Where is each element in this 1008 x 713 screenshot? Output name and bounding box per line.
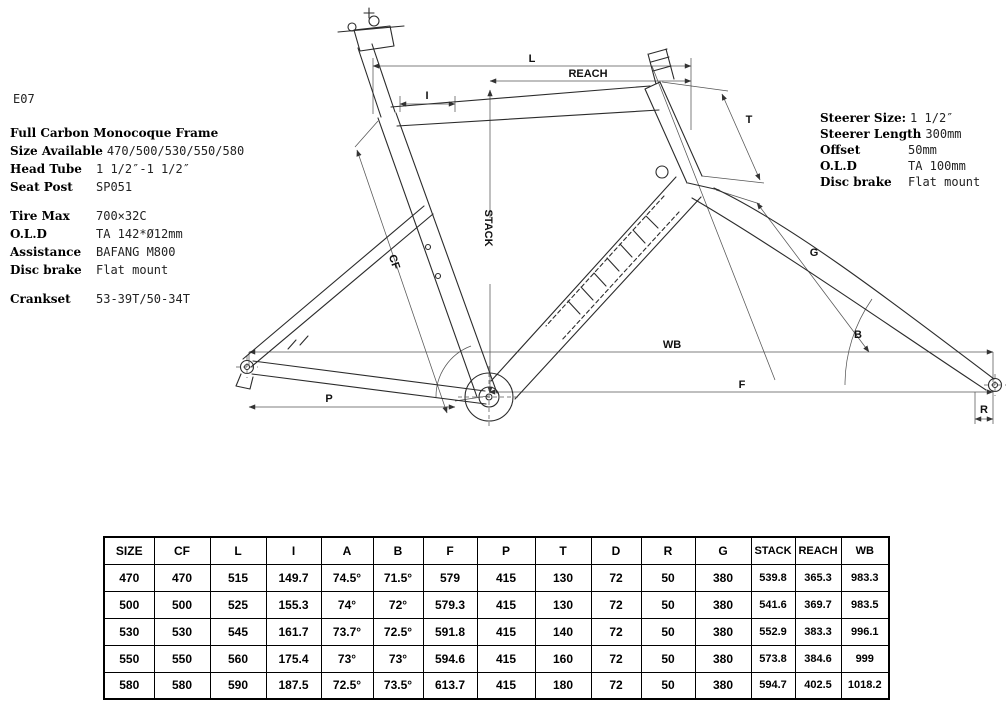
seatpost <box>358 44 395 117</box>
spec-group <box>820 110 1008 190</box>
table-cell: 580 <box>104 672 154 699</box>
table-cell: 50 <box>641 591 695 618</box>
table-cell: 72 <box>591 591 641 618</box>
dim-label-cf: CF <box>385 253 402 271</box>
table-cell: 983.3 <box>841 564 889 591</box>
table-header-t: T <box>535 537 591 564</box>
table-cell: 160 <box>535 645 591 672</box>
fork-spec-list <box>820 110 1008 201</box>
spec-label: Tire Max <box>10 209 70 223</box>
table-cell: 380 <box>695 591 751 618</box>
frame-spec-list <box>10 124 320 319</box>
spec-label: Steerer Length <box>820 127 922 141</box>
chainstay <box>252 361 486 404</box>
table-cell: 613.7 <box>423 672 477 699</box>
table-cell: 541.6 <box>751 591 795 618</box>
dim-label-l: L <box>528 53 536 65</box>
spec-line <box>10 225 320 243</box>
table-cell: 73° <box>321 645 373 672</box>
table-cell: 983.5 <box>841 591 889 618</box>
dim-label-i: I <box>425 90 429 102</box>
dim-label-stack: STACK <box>482 209 494 247</box>
table-cell: 470 <box>154 564 210 591</box>
front-axle-centerline <box>984 374 1006 396</box>
table-cell: 573.8 <box>751 645 795 672</box>
table-cell: 996.1 <box>841 618 889 645</box>
spec-label: Full Carbon Monocoque Frame <box>10 126 219 140</box>
fork-blade <box>714 188 994 379</box>
spec-label: Offset <box>820 143 861 157</box>
head-angle-arc <box>845 299 872 385</box>
table-header-r: R <box>641 537 695 564</box>
table-cell: 72 <box>591 564 641 591</box>
table-cell: 415 <box>477 591 535 618</box>
dim-label-p: P <box>325 393 333 405</box>
dim-label-g: G <box>809 247 819 259</box>
spec-value: 53-39T/50-34T <box>96 292 190 306</box>
table-cell: 415 <box>477 618 535 645</box>
table-cell: 140 <box>535 618 591 645</box>
table-cell: 74.5° <box>321 564 373 591</box>
table-cell: 594.7 <box>751 672 795 699</box>
table-cell: 72.5° <box>373 618 423 645</box>
spec-label: Size Available <box>10 144 103 158</box>
table-cell: 530 <box>104 618 154 645</box>
spec-group <box>10 124 320 196</box>
table-cell: 72 <box>591 618 641 645</box>
bottle-boss <box>426 245 431 250</box>
spec-value: 700×32C <box>96 209 147 223</box>
dim-line-t <box>722 94 760 180</box>
spec-line <box>10 160 320 178</box>
table-cell: 539.8 <box>751 564 795 591</box>
spec-label: O.L.D <box>10 227 47 241</box>
spec-line <box>10 124 320 142</box>
dim-line-cf <box>357 150 447 413</box>
down-tube <box>491 177 701 399</box>
spec-line <box>10 142 320 160</box>
table-cell: 73° <box>373 645 423 672</box>
fork-crown <box>688 183 719 190</box>
spec-label: Head Tube <box>10 162 82 176</box>
spec-label: Disc brake <box>820 175 892 189</box>
table-cell: 71.5° <box>373 564 423 591</box>
spec-line <box>10 290 320 308</box>
table-cell: 175.4 <box>266 645 321 672</box>
table-row <box>104 591 889 618</box>
table-cell: 180 <box>535 672 591 699</box>
table-cell: 130 <box>535 564 591 591</box>
table-header-p: P <box>477 537 535 564</box>
table-header-l: L <box>210 537 266 564</box>
spec-label: Steerer Size: <box>820 111 907 125</box>
table-header-d: D <box>591 537 641 564</box>
spec-line <box>820 110 1008 126</box>
table-row <box>104 645 889 672</box>
table-cell: 73.5° <box>373 672 423 699</box>
table-cell: 550 <box>104 645 154 672</box>
table-cell: 380 <box>695 618 751 645</box>
table-cell: 384.6 <box>795 645 841 672</box>
table-cell: 415 <box>477 564 535 591</box>
top-tube <box>391 86 659 126</box>
table-cell: 470 <box>104 564 154 591</box>
table-cell: 380 <box>695 645 751 672</box>
dim-label-wb: WB <box>662 339 682 351</box>
table-header-f: F <box>423 537 477 564</box>
spec-group <box>10 207 320 279</box>
table-cell: 380 <box>695 564 751 591</box>
table-cell: 50 <box>641 618 695 645</box>
table-cell: 72 <box>591 672 641 699</box>
spec-line <box>820 174 1008 190</box>
table-cell: 550 <box>154 645 210 672</box>
table-cell: 187.5 <box>266 672 321 699</box>
spec-group <box>10 290 320 308</box>
spec-line <box>820 158 1008 174</box>
spec-line <box>10 261 320 279</box>
steerer-spacers <box>648 49 674 84</box>
battery-outline <box>546 196 679 341</box>
table-cell: 50 <box>641 645 695 672</box>
spec-value: Flat mount <box>908 175 981 189</box>
downtube-port <box>656 166 668 178</box>
table-cell: 369.7 <box>795 591 841 618</box>
table-cell: 380 <box>695 672 751 699</box>
table-cell: 579 <box>423 564 477 591</box>
spec-label: Assistance <box>10 245 82 259</box>
spec-value: 470/500/530/550/580 <box>106 144 245 158</box>
spec-value: TA 100mm <box>908 159 966 173</box>
bb-centerline <box>458 366 520 428</box>
table-cell: 72.5° <box>321 672 373 699</box>
spec-line <box>10 178 320 196</box>
spec-value: TA 142*Ø12mm <box>96 227 183 241</box>
spec-value: 1 1/2″ <box>910 111 954 125</box>
table-header-b: B <box>373 537 423 564</box>
saddle-clamp-bolt <box>348 23 356 31</box>
dim-label-reach: REACH <box>568 68 608 80</box>
table-cell: 402.5 <box>795 672 841 699</box>
table-cell: 999 <box>841 645 889 672</box>
table-header-reach: REACH <box>795 537 841 564</box>
table-cell: 500 <box>154 591 210 618</box>
table-cell: 591.8 <box>423 618 477 645</box>
table-row <box>104 564 889 591</box>
table-cell: 130 <box>535 591 591 618</box>
fork-blade <box>692 198 986 390</box>
table-header-g: G <box>695 537 751 564</box>
table-row <box>104 672 889 699</box>
table-cell: 415 <box>477 645 535 672</box>
spec-line <box>10 243 320 261</box>
spec-label: Crankset <box>10 292 71 306</box>
geometry-table <box>103 536 890 700</box>
spec-value: SP051 <box>96 180 133 194</box>
frame-outline <box>236 8 1002 421</box>
table-cell: 525 <box>210 591 266 618</box>
brake-mount <box>288 336 308 349</box>
table-cell: 383.3 <box>795 618 841 645</box>
spec-label: Seat Post <box>10 180 73 194</box>
table-cell: 50 <box>641 672 695 699</box>
table-cell: 1018.2 <box>841 672 889 699</box>
spec-line <box>820 126 1008 142</box>
table-cell: 161.7 <box>266 618 321 645</box>
table-cell: 552.9 <box>751 618 795 645</box>
table-header-stack: STACK <box>751 537 795 564</box>
table-header-row <box>104 537 889 564</box>
bottle-boss <box>436 274 441 279</box>
table-cell: 530 <box>154 618 210 645</box>
dim-label-t: T <box>745 114 753 126</box>
table-header-i: I <box>266 537 321 564</box>
table-cell: 515 <box>210 564 266 591</box>
table-cell: 580 <box>154 672 210 699</box>
table-cell: 594.6 <box>423 645 477 672</box>
table-header-wb: WB <box>841 537 889 564</box>
dim-label-r: R <box>980 404 988 416</box>
table-header-size: SIZE <box>104 537 154 564</box>
table-cell: 72 <box>591 645 641 672</box>
table-cell: 590 <box>210 672 266 699</box>
table-row <box>104 618 889 645</box>
table-cell: 545 <box>210 618 266 645</box>
saddle-clamp <box>338 8 404 51</box>
spec-value: Flat mount <box>96 263 169 277</box>
dimension-labels <box>325 53 988 416</box>
spec-value: 300mm <box>925 127 962 141</box>
table-header-a: A <box>321 537 373 564</box>
spec-line <box>10 207 320 225</box>
spec-label: Disc brake <box>10 263 82 277</box>
spec-label: O.L.D <box>820 159 857 173</box>
dim-label-f: F <box>738 379 746 391</box>
table-cell: 72° <box>373 591 423 618</box>
model-code: E07 <box>13 92 35 106</box>
table-cell: 365.3 <box>795 564 841 591</box>
spec-value: 50mm <box>908 143 937 157</box>
dim-label-b: B <box>854 329 862 341</box>
table-cell: 500 <box>104 591 154 618</box>
head-tube <box>645 82 702 183</box>
spec-value: 1 1/2″-1 1/2″ <box>96 162 190 176</box>
table-cell: 579.3 <box>423 591 477 618</box>
saddle-clamp-bolt <box>369 16 379 26</box>
spec-line <box>820 142 1008 158</box>
spec-value: BAFANG M800 <box>96 245 176 259</box>
table-cell: 149.7 <box>266 564 321 591</box>
steering-axis-line <box>652 66 775 380</box>
dim-line-g <box>757 203 869 352</box>
derailleur-hanger <box>236 374 253 389</box>
table-cell: 415 <box>477 672 535 699</box>
table-cell: 73.7° <box>321 618 373 645</box>
table-cell: 74° <box>321 591 373 618</box>
table-header-cf: CF <box>154 537 210 564</box>
table-cell: 560 <box>210 645 266 672</box>
table-cell: 155.3 <box>266 591 321 618</box>
battery-cell-ticks <box>568 216 658 314</box>
table-cell: 50 <box>641 564 695 591</box>
